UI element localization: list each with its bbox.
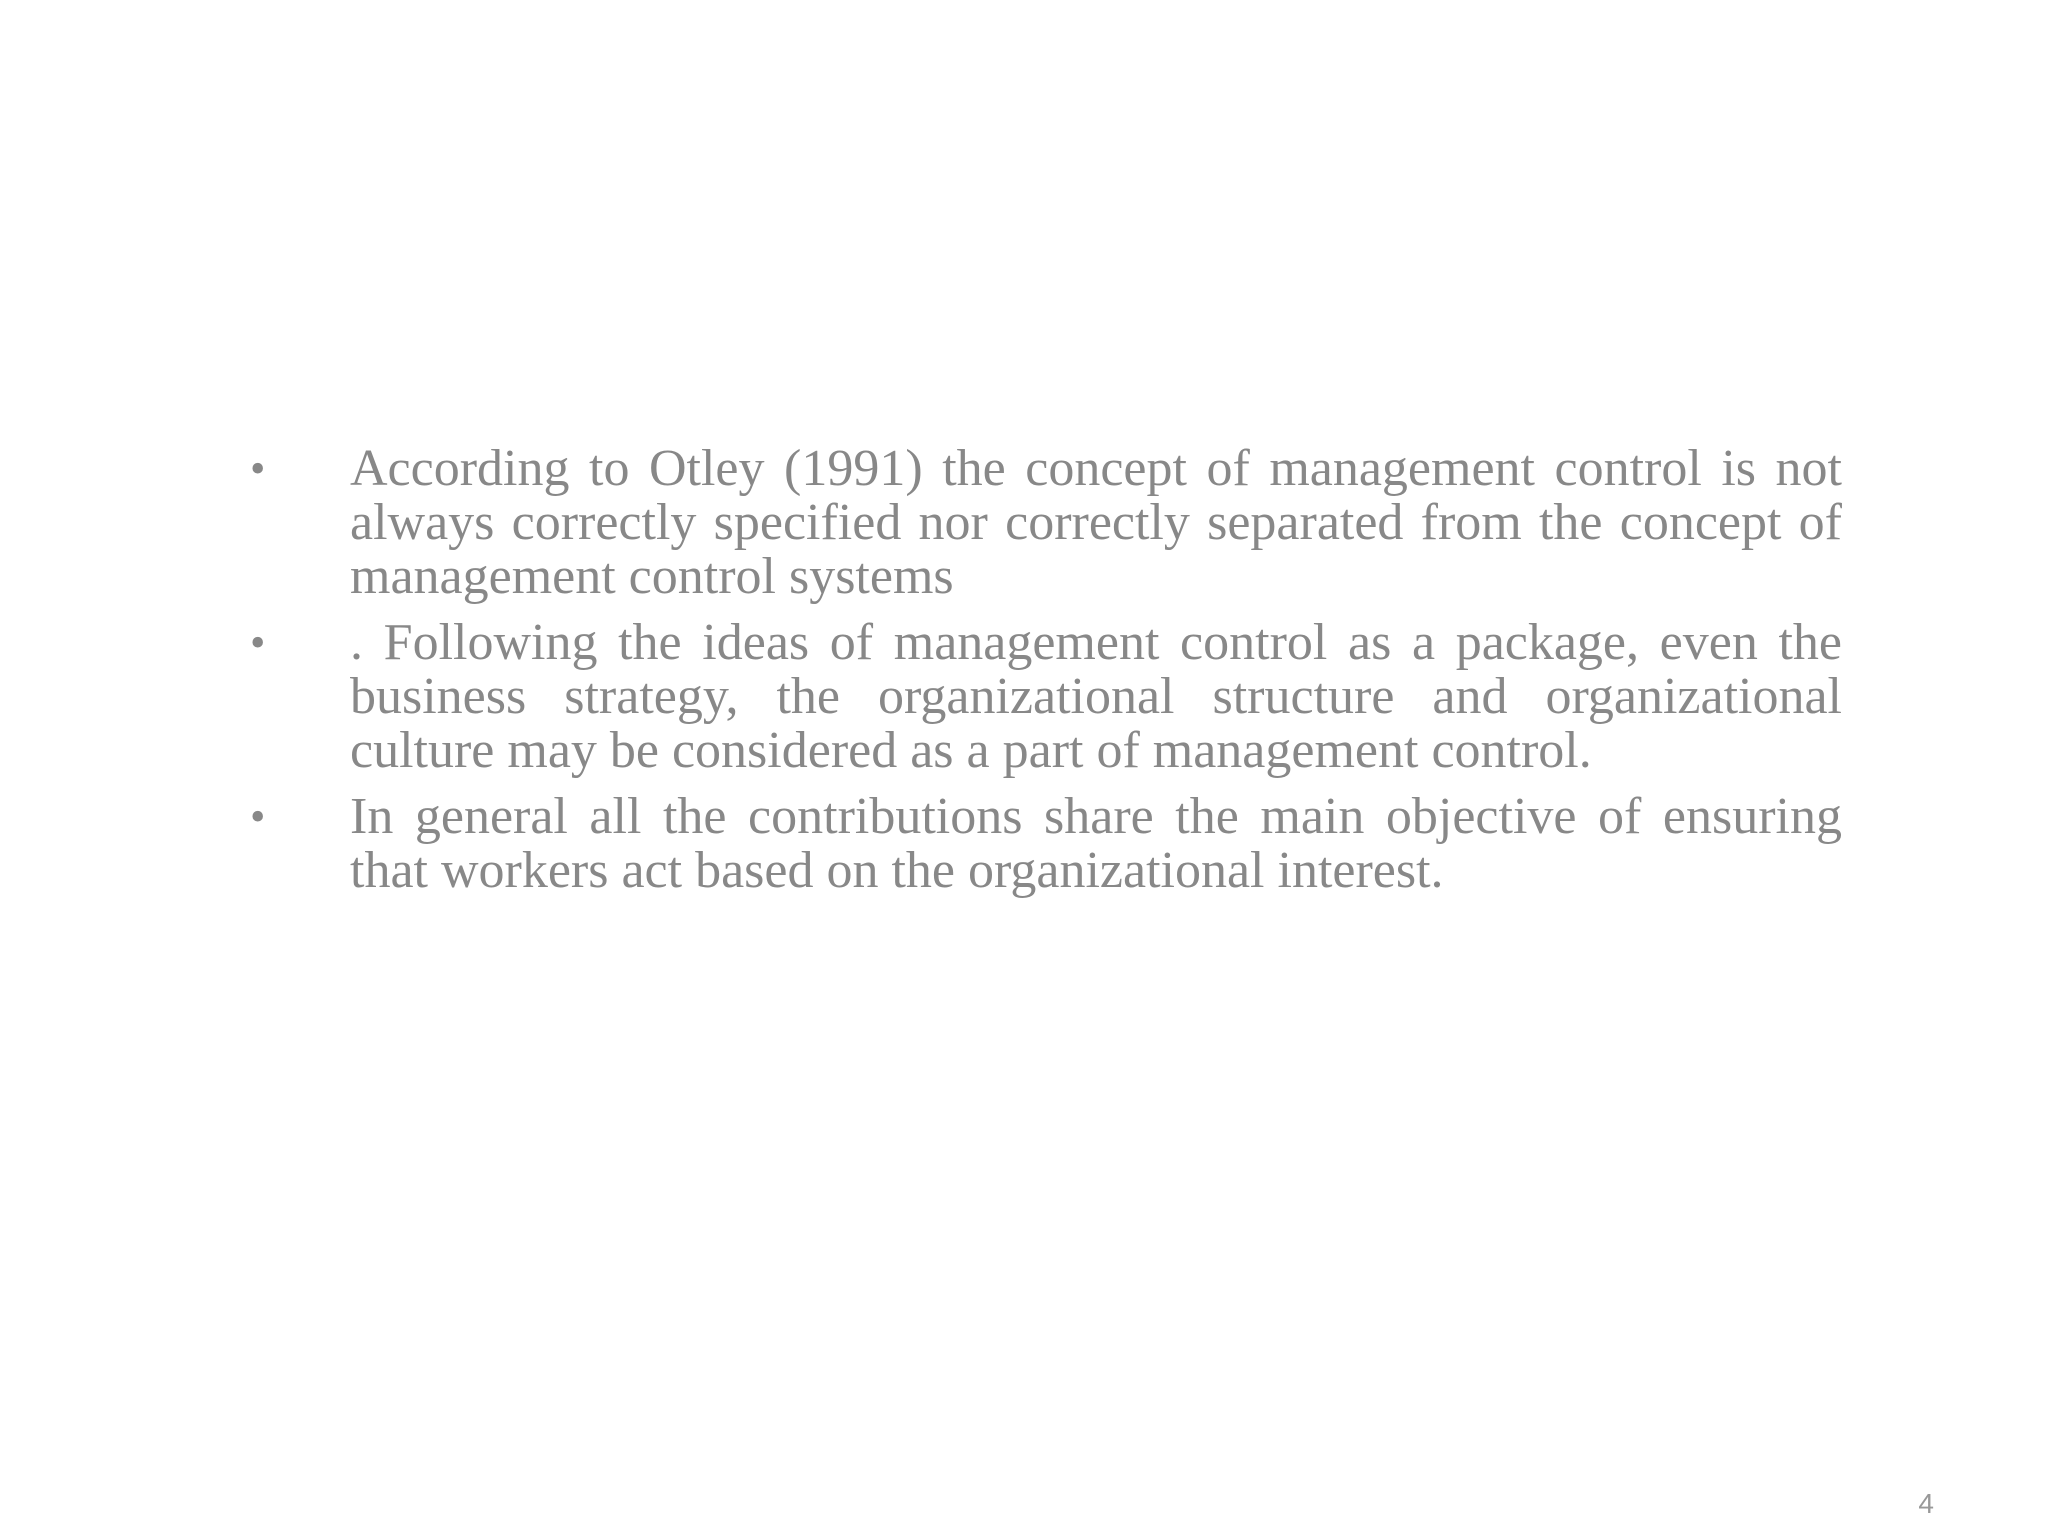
bullet-dot-icon: • — [250, 618, 266, 667]
bullet-item-otley — [240, 442, 1842, 604]
bullet-list — [240, 442, 1842, 898]
slide-body — [240, 442, 1842, 910]
bullet-item-package — [240, 616, 1842, 778]
bullet-dot-icon: • — [250, 444, 266, 493]
bullet-dot-icon: • — [250, 792, 266, 841]
bullet-text: In general all the contributions share the main objective of ensuring that workers act based on the organizational interest. — [350, 788, 1842, 899]
page-number: 4 — [1918, 1488, 1934, 1519]
bullet-text: . Following the ideas of management control as a package, even the business strategy, the organizational structure and organizational culture may be considered as a part of management control. — [350, 614, 1842, 779]
bullet-item-objective — [240, 790, 1842, 898]
bullet-text: According to Otley (1991) the concept of management control is not always correctly specified nor correctly separated from the concept of management control systems — [350, 440, 1842, 605]
